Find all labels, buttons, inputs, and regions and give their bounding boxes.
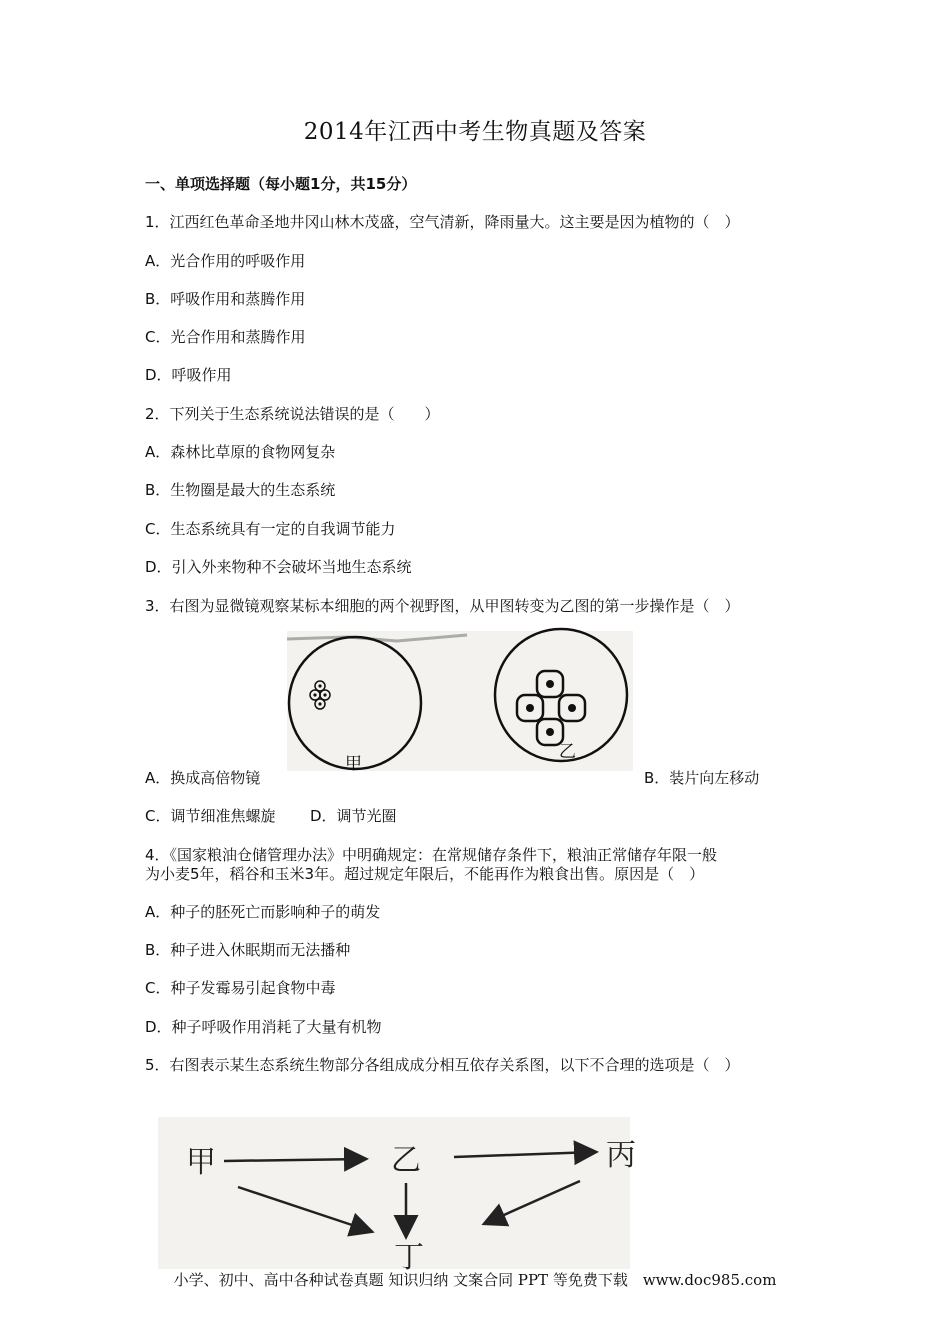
question-2-option-d: D．引入外来物种不会破坏当地生态系统 — [145, 558, 412, 576]
question-2-stem: 2．下列关于生态系统说法错误的是（ ） — [145, 405, 440, 423]
ecosystem-figure — [158, 1117, 636, 1275]
question-3-stem: 3．右图为显微镜观察某标本细胞的两个视野图，从甲图转变为乙图的第一步操作是（ ） — [145, 597, 740, 615]
question-2-option-c: C．生态系统具有一定的自我调节能力 — [145, 520, 396, 538]
question-3-option-d: D．调节光圈 — [310, 807, 397, 825]
arrow-jia-to-ding — [238, 1187, 370, 1231]
question-1-option-a: A．光合作用的呼吸作用 — [145, 252, 306, 270]
question-2-option-b: B．生物圈是最大的生态系统 — [145, 481, 336, 499]
ecosystem-relations-svg — [158, 1117, 636, 1275]
microscope-figure — [287, 631, 633, 774]
question-2-option-a: A．森林比草原的食物网复杂 — [145, 443, 336, 461]
question-1-option-d: D．呼吸作用 — [145, 366, 232, 384]
document-title: 2014年江西中考生物真题及答案 — [303, 119, 647, 145]
question-1-stem: 1．江西红色革命圣地井冈山林木茂盛，空气清新，降雨量大。这主要是因为植物的（ ） — [145, 213, 740, 231]
question-3-option-b: B．装片向左移动 — [644, 769, 760, 787]
page-footer: 小学、初中、高中各种试卷真题 知识归纳 文案合同 PPT 等免费下载 www.doc985.com — [173, 1271, 777, 1289]
question-1-option-b: B．呼吸作用和蒸腾作用 — [145, 290, 306, 308]
question-1-option-c: C．光合作用和蒸腾作用 — [145, 328, 306, 346]
field-jia-cells — [310, 681, 330, 709]
node-ding: 丁 — [394, 1240, 424, 1275]
node-jia: 甲 — [186, 1145, 216, 1180]
node-bing: 丙 — [606, 1138, 636, 1173]
microscope-fields-svg — [287, 631, 633, 774]
field-jia-label: 甲 — [345, 754, 362, 774]
arrow-yi-to-bing — [454, 1152, 594, 1157]
field-yi-cells — [517, 671, 585, 745]
question-4-stem-line1: 4．《国家粮油仓储管理办法》中明确规定：在常规储存条件下，粮油正常储存年限一般 — [145, 846, 718, 864]
question-5-stem: 5．右图表示某生态系统生物部分各组成成分相互依存关系图，以下不合理的选项是（ ） — [145, 1056, 740, 1074]
field-yi-label: 乙 — [559, 742, 576, 762]
section-heading: 一、单项选择题（每小题1分，共15分） — [145, 175, 417, 193]
question-4-stem-line2: 为小麦5年，稻谷和玉米3年。超过规定年限后，不能再作为粮食出售。原因是（ ） — [145, 865, 705, 883]
question-3-option-a: A．换成高倍物镜 — [145, 769, 261, 787]
node-yi: 乙 — [391, 1143, 421, 1178]
arrow-jia-to-yi — [224, 1159, 364, 1161]
question-4-option-c: C．种子发霉易引起食物中毒 — [145, 979, 336, 997]
question-4-option-b: B．种子进入休眠期而无法播种 — [145, 941, 351, 959]
question-4-option-a: A．种子的胚死亡而影响种子的萌发 — [145, 903, 381, 921]
arrow-bing-to-ding — [486, 1181, 580, 1223]
field-jia-circle — [289, 637, 421, 769]
question-3-option-c: C．调节细准焦螺旋 — [145, 807, 276, 825]
question-4-option-d: D．种子呼吸作用消耗了大量有机物 — [145, 1018, 382, 1036]
